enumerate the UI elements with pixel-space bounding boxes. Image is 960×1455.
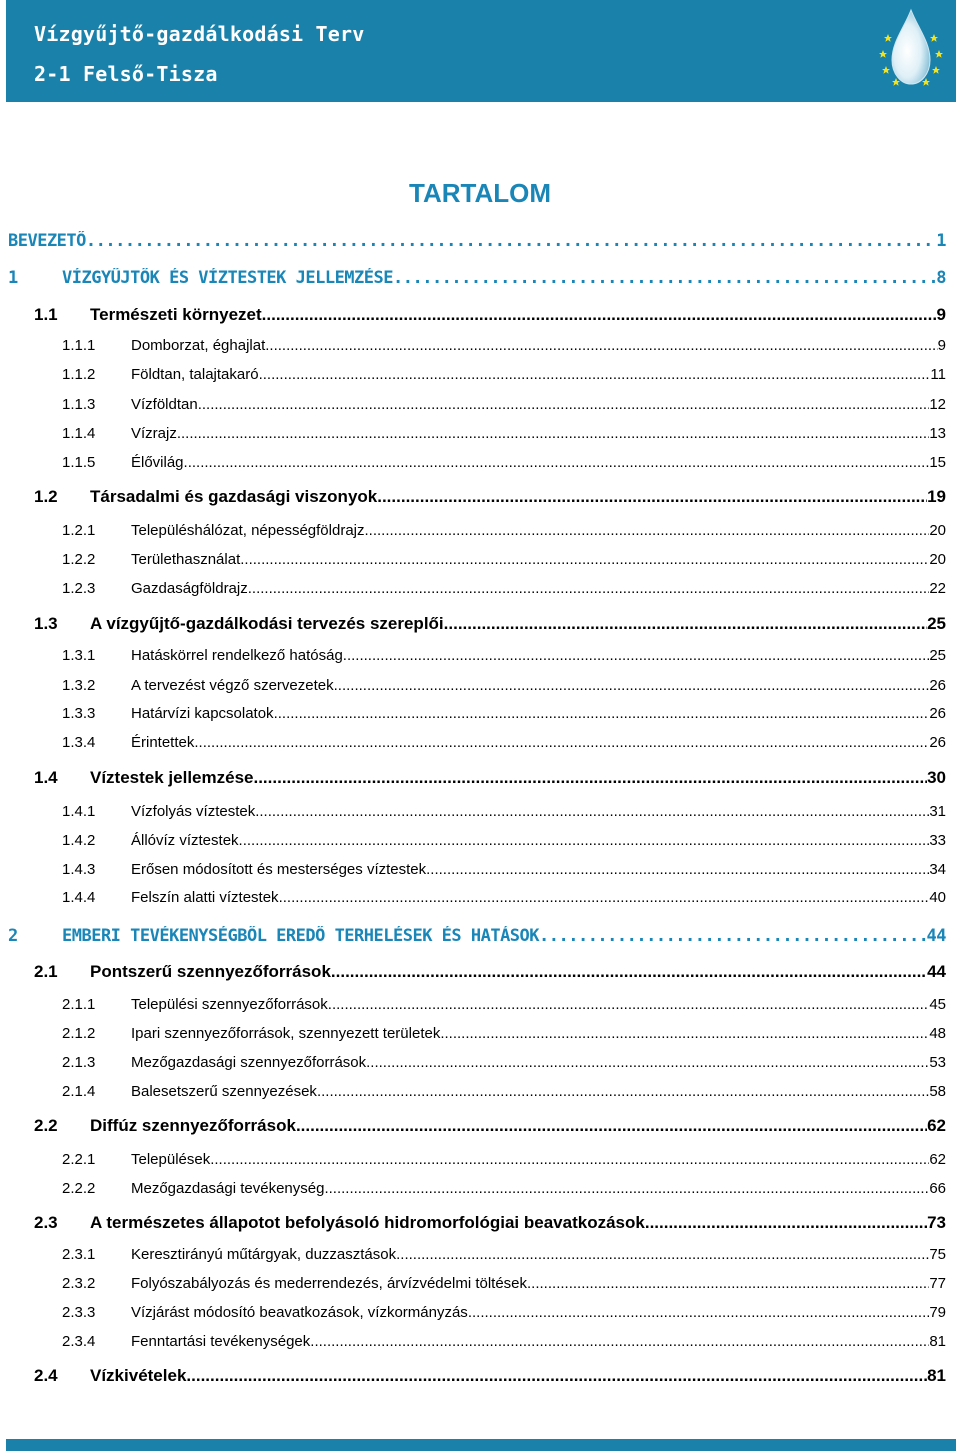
toc-entry-page[interactable]: 11	[930, 366, 946, 383]
toc-entry-title[interactable]: BEVEZETŐ	[8, 231, 86, 251]
toc-entry-number: 2.1.1	[62, 996, 96, 1013]
toc-entry-number: 1.3	[34, 614, 58, 633]
toc-entry-number: 2.4	[34, 1366, 58, 1385]
toc-dot-leader	[396, 1246, 929, 1263]
toc-entry[interactable]	[0, 734, 960, 758]
toc-entry-number: 1.4.4	[62, 889, 96, 906]
toc-entry[interactable]	[0, 926, 960, 950]
toc-entry-page[interactable]: 79	[929, 1304, 946, 1321]
toc-entry-title[interactable]: Települések	[131, 1151, 211, 1168]
toc-entry-title[interactable]: Víztestek jellemzése	[90, 768, 254, 787]
toc-entry-title[interactable]: Vízfolyás víztestek	[131, 803, 256, 820]
toc-entry-title[interactable]: Vízjárást módosító beavatkozások, vízkormányzás	[131, 1304, 468, 1321]
toc-entry[interactable]	[0, 1304, 960, 1328]
toc-entry-number: 1.4.3	[62, 861, 96, 878]
toc-entry[interactable]	[0, 832, 960, 856]
toc-entry-number: 1.1.1	[62, 337, 96, 354]
toc-entry-page[interactable]: 62	[927, 1116, 946, 1135]
toc-dot-leader	[194, 734, 929, 751]
toc-dot-leader	[468, 1304, 930, 1321]
toc-entry-page[interactable]: 20	[929, 522, 946, 539]
toc-entry[interactable]	[0, 396, 960, 420]
toc-title: TARTALOM	[409, 178, 551, 208]
toc-entry-number: 1.1.4	[62, 425, 96, 442]
toc-entry-title[interactable]: Állóvíz víztestek	[131, 832, 239, 849]
toc-entry-page[interactable]: 75	[929, 1246, 946, 1263]
toc-entry-title[interactable]: Településhálózat, népességföldrajz	[131, 522, 365, 539]
toc-dot-leader	[324, 1180, 929, 1197]
toc-entry-page[interactable]: 19	[927, 487, 946, 506]
toc-entry[interactable]	[0, 962, 960, 986]
toc-entry-page[interactable]: 40	[929, 889, 946, 906]
toc-entry-number: 1.3.1	[62, 647, 96, 664]
toc-entry-title[interactable]: Felszín alatti víztestek	[131, 889, 279, 906]
toc-dot-leader	[240, 551, 929, 568]
toc-entry-title[interactable]: Pontszerű szennyezőforrások	[90, 962, 331, 981]
toc-entry-number: 2.3.1	[62, 1246, 96, 1263]
toc-entry-number: 1	[8, 268, 18, 288]
toc-entry-number: 1.3.2	[62, 677, 96, 694]
water-drop-eu-stars-icon	[874, 4, 948, 92]
toc-dot-leader	[239, 832, 930, 849]
toc-entry-number: 1.1.5	[62, 454, 96, 471]
toc-entry-title[interactable]: Keresztirányú műtárgyak, duzzasztások	[131, 1246, 397, 1263]
toc-entry[interactable]	[0, 614, 960, 638]
toc-entry[interactable]	[0, 768, 960, 792]
toc-dot-leader	[177, 425, 929, 442]
toc-entry[interactable]	[0, 861, 960, 885]
toc-dot-leader	[248, 580, 930, 597]
toc-entry[interactable]	[0, 551, 960, 575]
toc-dot-leader	[393, 268, 936, 288]
toc-entry[interactable]	[0, 454, 960, 478]
toc-entry[interactable]	[0, 305, 960, 329]
toc-entry-number: 2.1.3	[62, 1054, 96, 1071]
toc-dot-leader	[259, 366, 931, 383]
toc-entry[interactable]	[0, 268, 960, 292]
toc-entry-page[interactable]: 1	[936, 231, 946, 251]
toc-entry-number: 1.1.3	[62, 396, 96, 413]
toc-entry-page[interactable]: 77	[929, 1275, 946, 1292]
toc-entry-number: 1.4.1	[62, 803, 96, 820]
toc-dot-leader	[274, 705, 930, 722]
toc-entry-page[interactable]: 8	[936, 268, 946, 288]
toc-dot-leader	[186, 1366, 927, 1386]
toc-entry-number: 2.3.3	[62, 1304, 96, 1321]
toc-entry-page[interactable]: 58	[929, 1083, 946, 1100]
toc-entry-number: 1.3.3	[62, 705, 96, 722]
toc-entry-title[interactable]: Balesetszerű szennyezések	[131, 1083, 317, 1100]
toc-entry-page[interactable]: 34	[929, 861, 946, 878]
toc-entry-page[interactable]: 44	[926, 926, 946, 946]
toc-dot-leader	[279, 889, 930, 906]
toc-entry[interactable]	[0, 487, 960, 511]
toc-entry-page[interactable]: 45	[929, 996, 946, 1013]
toc-dot-leader	[262, 305, 937, 325]
toc-entry[interactable]	[0, 231, 960, 255]
toc-dot-leader	[366, 1054, 929, 1071]
toc-entry-number: 1.4	[34, 768, 58, 787]
toc-dot-leader	[527, 1275, 929, 1292]
toc-dot-leader	[343, 647, 930, 664]
toc-entry-page[interactable]: 22	[929, 580, 946, 597]
toc-entry-page[interactable]: 62	[929, 1151, 946, 1168]
toc-entry-number: 2.2.1	[62, 1151, 96, 1168]
toc-entry-title[interactable]: A tervezést végző szervezetek	[131, 677, 334, 694]
toc-entry-title[interactable]: Települési szennyezőforrások	[131, 996, 328, 1013]
toc-entry[interactable]	[0, 1083, 960, 1107]
toc-dot-leader	[645, 1213, 927, 1233]
toc-dot-leader	[365, 522, 930, 539]
toc-entry[interactable]	[0, 889, 960, 913]
toc-entry-number: 2.3	[34, 1213, 58, 1232]
toc-entry-page[interactable]: 12	[929, 396, 946, 413]
toc-entry-page[interactable]: 30	[927, 768, 946, 787]
toc-dot-leader	[328, 996, 930, 1013]
header-title: Vízgyűjtő-gazdálkodási Terv	[34, 22, 365, 46]
toc-entry-title[interactable]: Érintettek	[131, 734, 195, 751]
toc-entry-number: 1.2.3	[62, 580, 96, 597]
toc-entry-title[interactable]: Társadalmi és gazdasági viszonyok	[90, 487, 378, 506]
toc-entry-page[interactable]: 9	[936, 305, 946, 324]
toc-entry[interactable]	[0, 1116, 960, 1140]
toc-entry-number: 2.3.4	[62, 1333, 96, 1350]
toc-dot-leader	[253, 768, 927, 788]
toc-dot-leader	[198, 396, 930, 413]
toc-entry[interactable]	[0, 366, 960, 390]
toc-entry[interactable]	[0, 1025, 960, 1049]
toc-entry-number: 2	[8, 926, 18, 946]
toc-entry-page[interactable]: 66	[929, 1180, 946, 1197]
toc-entry-page[interactable]: 25	[927, 614, 946, 633]
toc-entry-title[interactable]: EMBERI TEVÉKENYSÉGBŐL EREDŐ TERHELÉSEK ÉS HATÁSOK	[62, 926, 540, 946]
toc-entry-number: 1.2.2	[62, 551, 96, 568]
toc-dot-leader	[377, 487, 927, 507]
toc-entry-number: 1.1.2	[62, 366, 96, 383]
toc-entry[interactable]	[0, 522, 960, 546]
toc-entry-page[interactable]: 15	[929, 454, 946, 471]
toc-entry-title[interactable]: Domborzat, éghajlat	[131, 337, 266, 354]
toc-entry-number: 2.1	[34, 962, 58, 981]
toc-entry-title[interactable]: Területhasználat	[131, 551, 241, 568]
toc-entry[interactable]	[0, 677, 960, 701]
toc-entry-page[interactable]: 81	[929, 1333, 946, 1350]
toc-entry-title[interactable]: VÍZGYŰJTŐK ÉS VÍZTESTEK JELLEMZÉSE	[62, 268, 393, 288]
toc-entry[interactable]	[0, 580, 960, 604]
toc-entry[interactable]	[0, 705, 960, 729]
toc-dot-leader	[310, 1333, 929, 1350]
toc-entry-number: 1.2.1	[62, 522, 96, 539]
toc-entry-title[interactable]: Élővilág	[131, 454, 184, 471]
toc-entry-title[interactable]: A természetes állapotot befolyásoló hidromorfológiai beavatkozások	[90, 1213, 645, 1232]
toc-entry-title[interactable]: Ipari szennyezőforrások, szennyezett területek	[131, 1025, 441, 1042]
toc-entry-number: 2.2.2	[62, 1180, 96, 1197]
toc-entry-page[interactable]: 44	[927, 962, 946, 981]
toc-dot-leader	[426, 861, 929, 878]
header-subtitle: 2-1 Felső-Tisza	[34, 62, 218, 86]
toc-entry-page[interactable]: 20	[929, 551, 946, 568]
toc-entry-page[interactable]: 53	[929, 1054, 946, 1071]
toc-dot-leader	[255, 803, 929, 820]
toc-entry-title[interactable]: Gazdaságföldrajz	[131, 580, 248, 597]
toc-entry-number: 1.4.2	[62, 832, 96, 849]
toc-entry-number: 2.1.2	[62, 1025, 96, 1042]
toc-entry[interactable]	[0, 1246, 960, 1270]
toc-dot-leader	[296, 1116, 927, 1136]
toc-entry-number: 1.2	[34, 487, 58, 506]
toc-dot-leader	[265, 337, 937, 354]
toc-entry-number: 2.1.4	[62, 1083, 96, 1100]
toc-entry-number: 1.1	[34, 305, 58, 324]
toc-entry[interactable]	[0, 1366, 960, 1390]
toc-entry-title[interactable]: Mezőgazdasági szennyezőforrások	[131, 1054, 367, 1071]
toc-entry-page[interactable]: 26	[929, 677, 946, 694]
toc-entry-title[interactable]: Folyószabályozás és mederrendezés, árvízvédelmi töltések	[131, 1275, 528, 1292]
toc-dot-leader	[184, 454, 930, 471]
toc-entry-page[interactable]: 31	[929, 803, 946, 820]
footer-bar	[6, 1439, 956, 1451]
toc-entry[interactable]	[0, 1275, 960, 1299]
toc-dot-leader	[317, 1083, 929, 1100]
toc-entry-title[interactable]: Mezőgazdasági tevékenység	[131, 1180, 325, 1197]
toc-entry-title[interactable]: Fenntartási tevékenységek	[131, 1333, 311, 1350]
toc-entry-title[interactable]: Erősen módosított és mesterséges víztestek	[131, 861, 427, 878]
toc-dot-leader	[86, 231, 936, 251]
toc-entry[interactable]	[0, 1180, 960, 1204]
toc-entry-title[interactable]: Határvízi kapcsolatok	[131, 705, 274, 722]
toc-entry-page[interactable]: 81	[927, 1366, 946, 1385]
toc-dot-leader	[440, 1025, 929, 1042]
toc-entry-page[interactable]: 26	[929, 734, 946, 751]
toc-entry-title[interactable]: Hatáskörrel rendelkező hatóság	[131, 647, 343, 664]
toc-entry-title[interactable]: Természeti környezet	[90, 305, 262, 324]
toc-entry-number: 1.3.4	[62, 734, 96, 751]
toc-dot-leader	[331, 962, 927, 982]
toc-entry-page[interactable]: 48	[929, 1025, 946, 1042]
toc-entry-title[interactable]: Földtan, talajtakaró	[131, 366, 259, 383]
document-header	[6, 0, 956, 102]
toc-entry-page[interactable]: 73	[927, 1213, 946, 1232]
toc-dot-leader	[210, 1151, 929, 1168]
toc-entry[interactable]	[0, 1151, 960, 1175]
toc-entry-title[interactable]: Vízrajz	[131, 425, 177, 442]
toc-entry[interactable]	[0, 1333, 960, 1357]
toc-dot-leader	[444, 614, 927, 634]
toc-entry[interactable]	[0, 803, 960, 827]
toc-entry-title[interactable]: Vízkivételek	[90, 1366, 187, 1385]
toc-entry[interactable]	[0, 1054, 960, 1078]
toc-entry[interactable]	[0, 996, 960, 1020]
toc-entry-title[interactable]: A vízgyűjtő-gazdálkodási tervezés szereplői	[90, 614, 444, 633]
toc-entry[interactable]	[0, 337, 960, 361]
toc-entry-title[interactable]: Vízföldtan	[131, 396, 198, 413]
toc-entry-page[interactable]: 9	[937, 337, 946, 354]
toc-dot-leader	[334, 677, 930, 694]
toc-entry-page[interactable]: 33	[929, 832, 946, 849]
toc-entry-page[interactable]: 26	[929, 705, 946, 722]
toc-entry-number: 2.2	[34, 1116, 58, 1135]
toc-entry-page[interactable]: 25	[929, 647, 946, 664]
toc-entry-title[interactable]: Diffúz szennyezőforrások	[90, 1116, 296, 1135]
toc-entry[interactable]	[0, 1213, 960, 1237]
toc-entry-page[interactable]: 13	[929, 425, 946, 442]
toc-entry[interactable]	[0, 647, 960, 671]
toc-dot-leader	[539, 926, 927, 946]
toc-entry[interactable]	[0, 425, 960, 449]
toc-entry-number: 2.3.2	[62, 1275, 96, 1292]
